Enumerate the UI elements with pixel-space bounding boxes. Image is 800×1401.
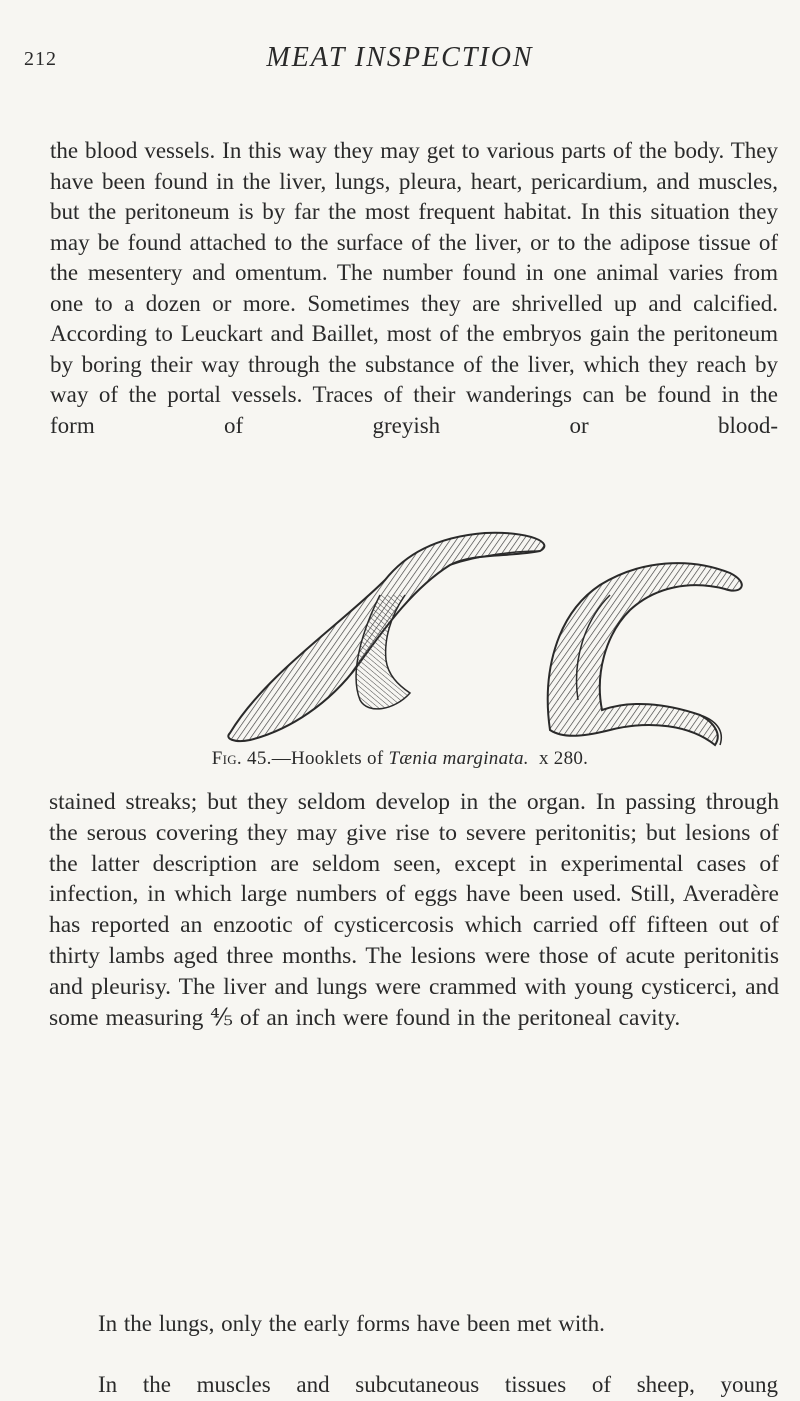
figure-magnification: x 280. — [538, 748, 589, 769]
body-paragraph-2: stained streaks; but they seldom develop in the organ. In passing through the serous covering they may give rise to severe peritonitis; but lesions of the latter description are seldom seen, except in experimental cases of infection, in which large numbers of eggs have been used. Still, Averadère has reported an enzootic of cysticercosis which carried off fifteen out of thirty lambs aged three months. The lesions were those of acute peritonitis and pleurisy. The liver and lungs were crammed with young cysticerci, and some measuring ⅘ of an inch were found in the peritoneal cavity. — [49, 789, 779, 1031]
body-paragraph-3: In the lungs, only the early forms have been met with. — [98, 1311, 605, 1336]
figure-caption-text: —Hooklets of — [271, 748, 389, 769]
hooklets-illustration — [210, 525, 755, 750]
page-header — [0, 0, 800, 80]
hooklet-left — [228, 533, 544, 741]
page-number: 212 — [24, 48, 57, 70]
figure-caption — [0, 748, 800, 770]
hooklets-figure — [210, 525, 755, 750]
figure-species: Tænia marginata. — [388, 748, 529, 769]
figure-label: Fig. 45. — [211, 748, 272, 769]
hooklet-right — [548, 563, 742, 745]
body-paragraph-1: the blood vessels. In this way they may get to various parts of the body. They have been found in the liver, lungs, pleura, heart, pericardium, and muscles, but the peritoneum is by far the most frequent habitat. In this situation they may be found attached to the surface of the liver, or to the adipose tissue of the mesentery and omentum. The number found in one animal varies from one to a dozen or more. Sometimes they are shrivelled up and calcified. According to Leuckart and Baillet, most of the embryos gain the peritoneum by boring their way through the substance of the liver, which they reach by way of the portal vessels. Traces of their wanderings can be found in the form of greyish or blood- — [50, 138, 778, 438]
body-paragraph-4: In the muscles and subcutaneous tissues of sheep, young — [98, 1372, 778, 1397]
running-head: MEAT INSPECTION — [266, 42, 534, 73]
